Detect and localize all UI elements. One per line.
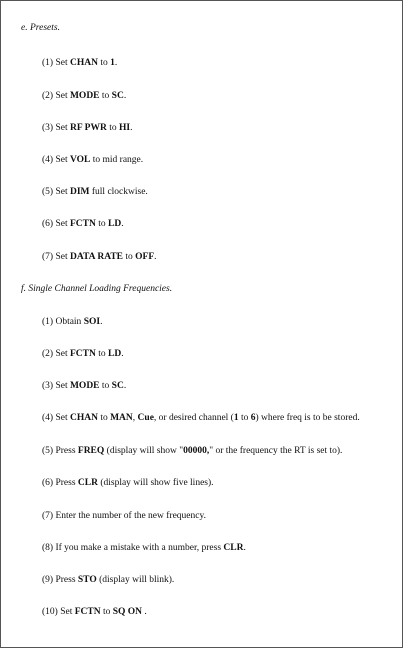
step-keyword: VOL	[69, 155, 91, 165]
step-e-3	[42, 123, 132, 133]
step-text: .	[130, 123, 133, 133]
step-keyword: CHAN	[69, 58, 98, 68]
step-f-4	[42, 413, 360, 423]
step-f-5	[42, 446, 342, 456]
step-text: to	[99, 91, 112, 101]
step-text: (6) Set	[42, 219, 70, 229]
step-f-10	[42, 607, 147, 617]
step-text: to mid range.	[90, 155, 144, 165]
step-text: (5) Set	[42, 187, 70, 197]
step-text: to	[95, 219, 108, 229]
step-e-4	[42, 155, 143, 165]
step-keyword: SC	[111, 91, 124, 101]
step-text: .	[121, 219, 124, 229]
step-text: (3) Set	[42, 381, 70, 391]
step-text: .	[142, 607, 147, 617]
step-text: (4) Set	[42, 155, 70, 165]
step-text: .	[121, 349, 124, 359]
step-keyword: FREQ	[77, 446, 105, 456]
step-e-7	[42, 252, 157, 262]
step-keyword: 1	[110, 58, 115, 68]
step-text: to	[238, 413, 251, 423]
step-f-8	[42, 543, 246, 553]
step-text: .	[243, 543, 246, 553]
step-text: " or the frequency the RT is set to).	[209, 446, 343, 456]
step-text: (3) Set	[42, 123, 70, 133]
step-text: (10) Set	[42, 607, 75, 617]
step-text: ) where freq is to be stored.	[255, 413, 360, 423]
step-f-1	[42, 317, 102, 327]
step-text: ,	[132, 413, 138, 423]
step-keyword: MODE	[69, 91, 100, 101]
step-text: (9) Press	[42, 575, 78, 585]
step-f-7	[42, 511, 206, 521]
step-text: .	[154, 252, 157, 262]
step-keyword: CLR	[223, 543, 244, 553]
step-text: (display will blink).	[96, 575, 175, 585]
section-f-heading: f. Single Channel Loading Frequencies.	[21, 284, 173, 294]
section-e-heading: e. Presets.	[21, 23, 60, 33]
step-text: .	[123, 91, 127, 101]
step-text: (6) Press	[42, 478, 78, 488]
step-keyword: LD	[107, 219, 122, 229]
step-text: .	[100, 317, 103, 327]
step-f-9	[42, 575, 174, 585]
step-e-1	[42, 58, 117, 68]
step-text: (2) Set	[42, 91, 70, 101]
step-text: to	[95, 349, 108, 359]
step-keyword: RF PWR	[69, 123, 107, 133]
step-keyword: OFF	[135, 252, 155, 262]
step-text: to	[97, 58, 111, 68]
step-text: .	[123, 381, 127, 391]
step-keyword: 00000,	[183, 446, 210, 456]
step-text: (1) Set	[42, 58, 70, 68]
step-keyword: 1	[233, 413, 239, 423]
step-keyword: HI	[118, 123, 131, 133]
step-text: to	[123, 252, 136, 262]
step-keyword: CLR	[77, 478, 98, 488]
step-text: (4) Set	[42, 413, 70, 423]
step-f-3	[42, 381, 126, 391]
step-keyword: SOI	[83, 317, 101, 327]
step-text: (8) If you make a mistake with a number, press	[42, 543, 224, 553]
step-keyword: FCTN	[74, 607, 101, 617]
step-text: (5) Press	[42, 446, 78, 456]
step-keyword: MODE	[69, 381, 100, 391]
step-keyword: CHAN	[69, 413, 98, 423]
step-text: (1) Obtain	[42, 317, 84, 327]
step-text: to	[99, 381, 112, 391]
step-keyword: MAN	[110, 413, 133, 423]
step-f-6	[42, 478, 214, 488]
step-keyword: SQ ON	[112, 607, 143, 617]
step-e-2	[42, 91, 126, 101]
step-text: (7) Set	[42, 252, 70, 262]
step-keyword: DATA RATE	[69, 252, 124, 262]
step-keyword: LD	[107, 349, 122, 359]
step-text: .	[114, 58, 118, 68]
step-keyword: SC	[111, 381, 124, 391]
step-e-5	[42, 187, 148, 197]
step-text: to	[100, 607, 113, 617]
step-keyword: FCTN	[69, 219, 96, 229]
step-text: full clockwise.	[89, 187, 148, 197]
step-text: to	[106, 123, 119, 133]
step-text: (display will show "	[104, 446, 184, 456]
step-text: to	[97, 413, 111, 423]
step-e-6	[42, 219, 124, 229]
step-text: (2) Set	[42, 349, 70, 359]
step-keyword: STO	[77, 575, 97, 585]
step-text: , or desired channel (	[153, 413, 234, 423]
step-keyword: 6	[250, 413, 256, 423]
step-f-2	[42, 349, 124, 359]
step-keyword: Cue	[137, 413, 154, 423]
step-text: (7) Enter the number of the new frequency.	[42, 511, 206, 521]
step-keyword: DIM	[69, 187, 90, 197]
step-text: (display will show five lines).	[97, 478, 214, 488]
step-keyword: FCTN	[69, 349, 96, 359]
